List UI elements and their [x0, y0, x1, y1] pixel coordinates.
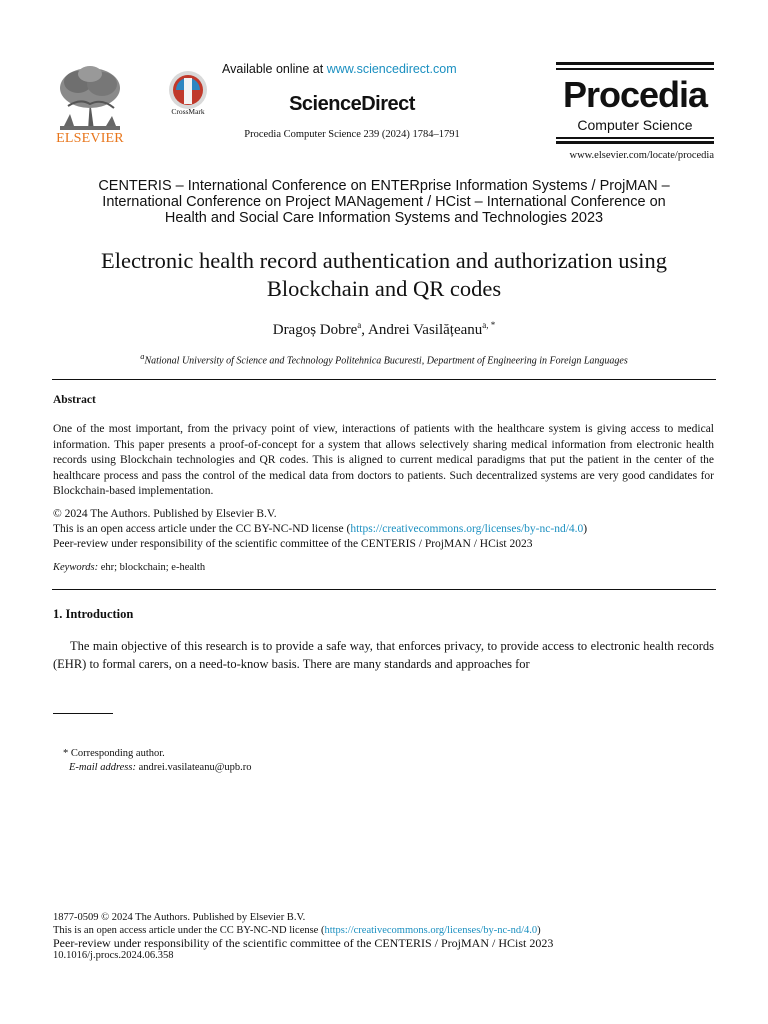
authors — [50, 320, 718, 339]
introduction-heading: 1. Introduction — [53, 607, 134, 621]
procedia-subtitle: Computer Science — [577, 117, 693, 133]
doi[interactable]: 10.1016/j.procs.2024.06.358 — [53, 950, 174, 961]
paper-title-line: Blockchain and QR codes — [266, 276, 502, 301]
license-line — [53, 522, 714, 537]
journal-citation: Procedia Computer Science 239 (2024) 1784–1791 — [244, 129, 460, 140]
license-suffix: ) — [583, 523, 588, 535]
copyright-line: © 2024 The Authors. Published by Elsevier B.V. — [53, 508, 277, 520]
available-online — [222, 62, 482, 76]
keywords — [53, 562, 714, 573]
peer-review-line: Peer-review under responsibility of the scientific committee of the CENTERIS / ProjMAN / HCist 2023 — [53, 538, 533, 550]
page-footer — [53, 912, 714, 963]
conference-line: International Conference on Project MANagement / HCist – International Conference on — [102, 194, 666, 210]
author-affiliation-mark: a — [357, 320, 362, 330]
author-email — [69, 762, 252, 773]
footnote-rule — [53, 713, 113, 714]
procedia-rule — [556, 68, 714, 70]
journal-url[interactable]: www.elsevier.com/locate/procedia — [569, 150, 714, 161]
author-separator: , — [361, 322, 368, 338]
affiliation-mark: a — [140, 352, 145, 361]
conference-line: Health and Social Care Information Systems and Technologies 2023 — [164, 210, 604, 226]
procedia-rule — [556, 62, 714, 65]
paper-title — [50, 247, 718, 303]
conference-line: CENTERIS – International Conference on ENTERprise Information Systems / ProjMAN – — [98, 178, 670, 194]
corresponding-author-note: * Corresponding author. — [63, 748, 165, 759]
license-link[interactable]: https://creativecommons.org/licenses/by-nc-nd/4.0 — [350, 523, 584, 535]
author-name: Dragoș Dobre — [272, 322, 358, 338]
email-label: E-mail address: — [69, 762, 136, 773]
sciencedirect-link[interactable]: www.sciencedirect.com — [326, 62, 457, 76]
procedia-title: Procedia — [562, 74, 708, 115]
footer-peer-review: Peer-review under responsibility of the scientific committee of the CENTERIS / ProjMAN / HCist 2023 — [53, 936, 554, 950]
section-divider — [52, 379, 716, 380]
keywords-label: Keywords: — [53, 562, 99, 573]
abstract-text: One of the most important, from the privacy point of view, interactions of patients with the healthcare system is giving access to medical information. This paper presents a proof-of-concept for a system that allows selectively sharing medical information from electronic health records using Blockchain technologies and QR codes. This is aligned to current medical paradigms that put the patient in the center of the healthcare process and pass the control of the medical data from doctors to patients. Such decentralized systems are very good candidates for Blockchain-based implementation. — [53, 423, 714, 497]
license-prefix: This is an open access article under the CC BY-NC-ND license ( — [53, 523, 351, 535]
keywords-list: ehr; blockchain; e-health — [98, 562, 206, 573]
abstract-heading: Abstract — [53, 394, 96, 406]
procedia-rule — [556, 141, 714, 144]
section-divider — [52, 589, 716, 590]
crossmark-label: CrossMark — [171, 107, 205, 116]
affiliation — [50, 352, 718, 366]
introduction-text: The main objective of this research is to provide a safe way, that enforces privacy, to provide access to electronic health records (EHR) to formal carers, on a need-to-know basis. There are many standards and approaches for — [53, 639, 714, 671]
copyright-block — [53, 507, 714, 552]
author-name: Andrei Vasilățeanu — [367, 322, 483, 338]
email-value[interactable]: andrei.vasilateanu@upb.ro — [135, 762, 252, 773]
paper-title-line: Electronic health record authentication and authorization using — [100, 248, 668, 273]
footer-license-suffix: ) — [537, 924, 541, 936]
available-online-prefix: Available online at — [222, 62, 324, 76]
footer-license-prefix: This is an open access article under the CC BY-NC-ND license ( — [53, 924, 325, 936]
issn-line: 1877-0509 © 2024 The Authors. Published by Elsevier B.V. — [53, 912, 306, 923]
footer-license-link[interactable]: https://creativecommons.org/licenses/by-nc-nd/4.0 — [324, 924, 538, 936]
procedia-rule — [556, 137, 714, 139]
elsevier-wordmark: ELSEVIER — [56, 131, 124, 146]
conference-name — [50, 178, 718, 226]
author-affiliation-mark: a, * — [482, 320, 496, 330]
sciencedirect-title: ScienceDirect — [289, 93, 415, 115]
affiliation-text: National University of Science and Technology Politehnica Bucuresti, Department of Engineering in Foreign Languages — [144, 355, 628, 367]
